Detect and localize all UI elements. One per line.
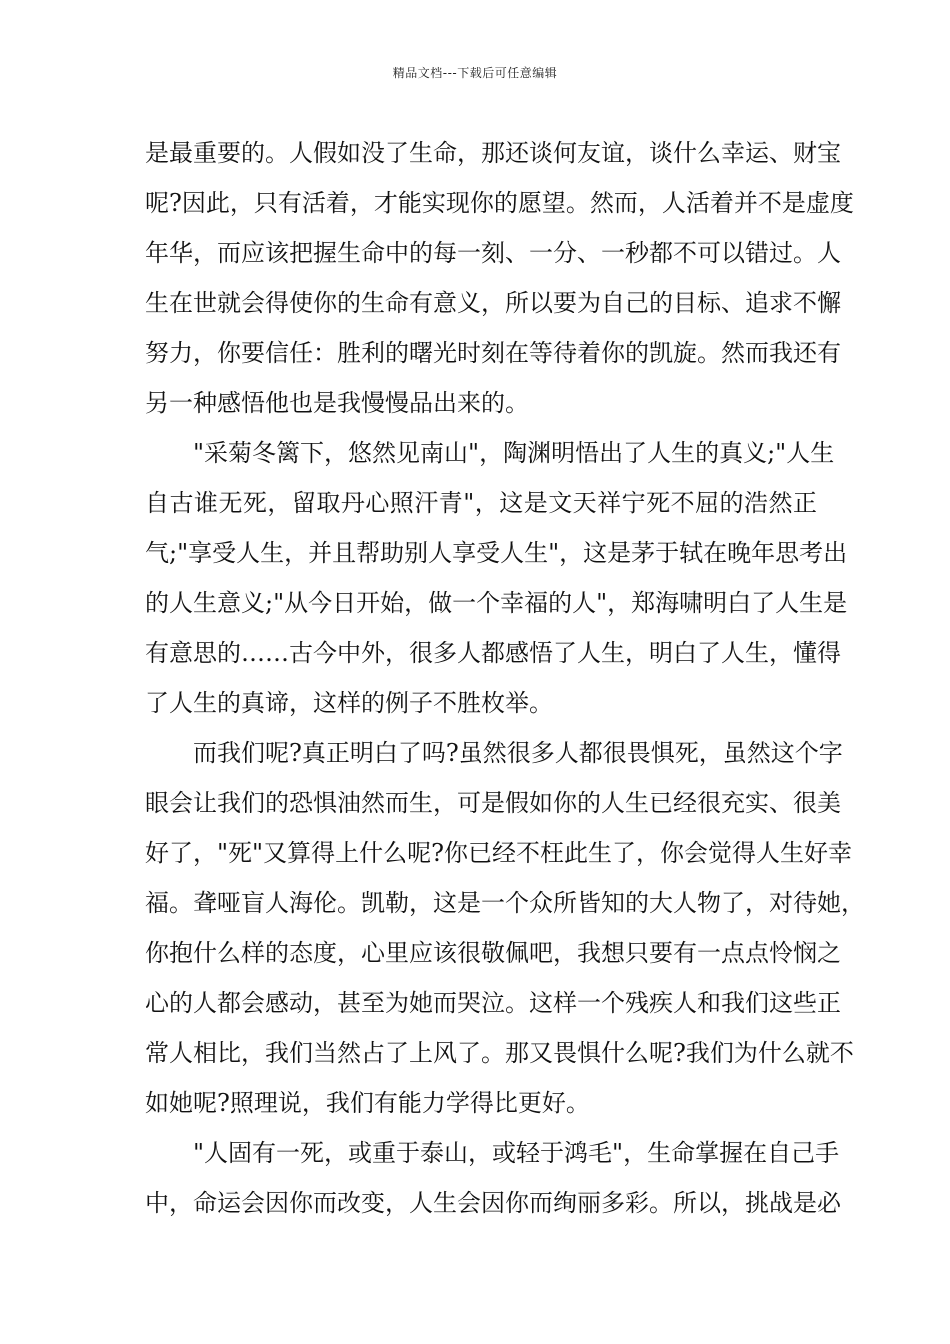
text-line: 年华，而应该把握生命中的每一刻、一分、一秒都不可以错过。人 <box>145 239 841 267</box>
text-line: 好了，"死"又算得上什么呢?你已经不枉此生了，你会觉得人生好幸 <box>145 839 852 867</box>
document-body <box>145 128 865 1228</box>
text-line: 有意思的……古今中外，很多人都感悟了人生，明白了人生，懂得 <box>145 639 841 667</box>
text-line: 而我们呢?真正明白了吗?虽然很多人都很畏惧死，虽然这个字 <box>193 739 843 767</box>
text-line: 你抱什么样的态度，心里应该很敬佩吧，我想只要有一点点怜悯之 <box>145 939 841 967</box>
text-line: 生在世就会得使你的生命有意义，所以要为自己的目标、追求不懈 <box>145 289 841 317</box>
page-header: 精品文档---下载后可任意编辑 <box>392 66 558 80</box>
text-line: "采菊冬篱下，悠然见南山"，陶渊明悟出了人生的真义;"人生 <box>193 439 835 467</box>
text-line: "人固有一死，或重于泰山，或轻于鸿毛"，生命掌握在自己手 <box>193 1139 840 1167</box>
text-line: 如她呢?照理说，我们有能力学得比更好。 <box>145 1089 590 1117</box>
paragraph-3 <box>145 728 865 1128</box>
text-line: 的人生意义;"从今日开始，做一个幸福的人"，郑海啸明白了人生是 <box>145 589 848 617</box>
text-line: 努力，你要信任：胜利的曙光时刻在等待着你的凯旋。然而我还有 <box>145 339 841 367</box>
paragraph-1 <box>145 128 854 428</box>
paragraph-4 <box>145 1128 841 1228</box>
text-line: 另一种感悟他也是我慢慢品出来的。 <box>145 389 529 417</box>
text-line: 福。聋哑盲人海伦。凯勒，这是一个众所皆知的大人物了，对待她， <box>145 889 865 917</box>
text-line: 中，命运会因你而改变，人生会因你而绚丽多彩。所以，挑战是必 <box>145 1189 841 1217</box>
text-line: 呢?因此，只有活着，才能实现你的愿望。然而，人活着并不是虚度 <box>145 189 854 217</box>
text-line: 自古谁无死，留取丹心照汗青"，这是文天祥宁死不屈的浩然正 <box>145 489 817 517</box>
text-line: 眼会让我们的恐惧油然而生，可是假如你的人生已经很充实、很美 <box>145 789 841 817</box>
text-line: 气;"享受人生，并且帮助别人享受人生"，这是茅于轼在晚年思考出 <box>145 539 848 567</box>
text-line: 了人生的真谛，这样的例子不胜枚举。 <box>145 689 553 717</box>
text-line: 是最重要的。人假如没了生命，那还谈何友谊，谈什么幸运、财宝 <box>145 139 841 167</box>
text-line: 心的人都会感动，甚至为她而哭泣。这样一个残疾人和我们这些正 <box>145 989 841 1017</box>
text-line: 常人相比，我们当然占了上风了。那又畏惧什么呢?我们为什么就不 <box>145 1039 854 1067</box>
paragraph-2 <box>145 428 848 728</box>
